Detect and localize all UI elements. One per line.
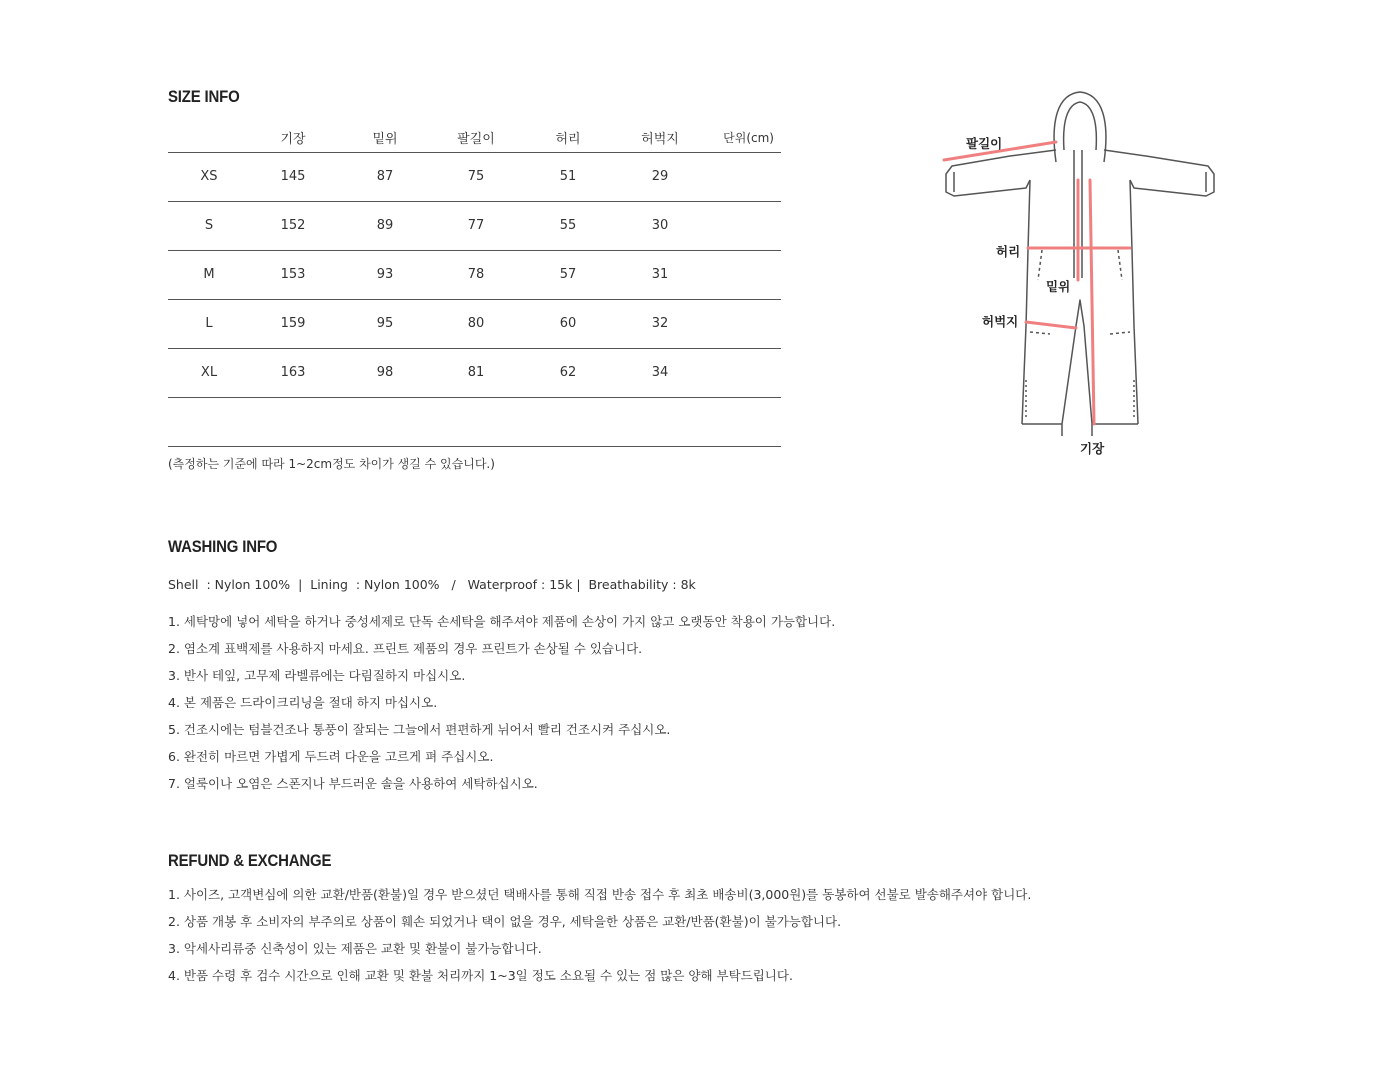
diagram-label-length: 기장 — [1080, 441, 1105, 456]
refund-exchange-heading: REFUND & EXCHANGE — [168, 851, 332, 870]
diagram-label-thigh: 허벅지 — [982, 314, 1019, 329]
column-header-thigh: 허벅지 — [641, 132, 679, 147]
size-label: XS — [200, 169, 218, 184]
diagram-label-rise: 밑위 — [1046, 279, 1071, 294]
table-cell: 77 — [467, 218, 485, 233]
table-cell: 75 — [467, 169, 485, 184]
table-cell: 55 — [559, 218, 577, 233]
table-cell: 153 — [280, 267, 306, 282]
list-item: 7. 얼룩이나 오염은 스폰지나 부드러운 솔을 사용하여 세탁하십시오. — [168, 776, 538, 791]
table-row — [168, 251, 781, 300]
list-item: 1. 세탁망에 넣어 세탁을 하거나 중성세제로 단독 손세탁을 해주셔야 제품에 손상이 가지 않고 오랫동안 착용이 가능합니다. — [168, 614, 836, 629]
table-cell: 163 — [280, 365, 306, 380]
list-item: 3. 악세사리류중 신축성이 있는 제품은 교환 및 환불이 불가능합니다. — [168, 941, 542, 956]
diagram-label-waist: 허리 — [996, 244, 1021, 259]
table-cell: 62 — [559, 365, 577, 380]
list-item: 2. 상품 개봉 후 소비자의 부주의로 상품이 훼손 되었거나 택이 없을 경우, 세탁을한 상품은 교환/반품(환불)이 불가능합니다. — [168, 914, 842, 929]
list-item: 4. 본 제품은 드라이크리닝을 절대 하지 마십시오. — [168, 695, 438, 710]
table-cell: 152 — [280, 218, 306, 233]
table-cell: 93 — [376, 267, 394, 282]
washing-info-heading: WASHING INFO — [168, 537, 278, 556]
washing-instructions-list — [168, 608, 835, 797]
table-cell: 32 — [651, 316, 669, 331]
length-measure-line — [1090, 180, 1094, 424]
size-table — [168, 118, 781, 447]
table-row — [168, 300, 781, 349]
size-label: M — [203, 267, 215, 282]
unit-label: 단위(cm) — [723, 131, 774, 145]
table-cell: 87 — [376, 169, 394, 184]
thigh-measure-line — [1026, 322, 1076, 328]
jumpsuit-diagram — [930, 80, 1230, 470]
table-cell: 80 — [467, 316, 485, 331]
table-cell: 95 — [376, 316, 394, 331]
list-item: 1. 사이즈, 고객변심에 의한 교환/반품(환불)일 경우 받으셨던 택배사를 통해 직접 반송 접수 후 최초 배송비(3,000원)를 동봉하여 선불로 발송해주셔야 합니다. — [168, 887, 1032, 902]
list-item: 6. 완전히 마르면 가볍게 두드려 다운을 고르게 펴 주십시오. — [168, 749, 494, 764]
table-cell: 78 — [467, 267, 485, 282]
list-item: 5. 건조시에는 텀블건조나 통풍이 잘되는 그늘에서 편편하게 뉘어서 빨리 건조시켜 주십시오. — [168, 722, 671, 737]
diagram-label-sleeve: 팔길이 — [966, 136, 1003, 151]
table-cell: 51 — [559, 169, 577, 184]
measurement-lines — [944, 142, 1130, 424]
table-row — [168, 153, 781, 202]
table-cell: 81 — [467, 365, 485, 380]
size-info-heading: SIZE INFO — [168, 87, 240, 106]
material-info: Shell : Nylon 100% | Lining : Nylon 100% / Waterproof : 15k | Breathability : 8k — [168, 577, 696, 592]
size-label: L — [205, 316, 213, 331]
column-header-sleeve: 팔길이 — [457, 132, 495, 147]
table-row — [168, 202, 781, 251]
column-header-length: 기장 — [280, 132, 306, 147]
table-cell: 89 — [376, 218, 394, 233]
table-cell: 98 — [376, 365, 394, 380]
table-cell: 31 — [651, 267, 669, 282]
refund-policy-list — [168, 881, 1031, 989]
list-item: 2. 염소계 표백제를 사용하지 마세요. 프린트 제품의 경우 프린트가 손상될 수 있습니다. — [168, 641, 643, 656]
size-label: S — [204, 218, 214, 233]
list-item: 3. 반사 테잎, 고무제 라벨류에는 다림질하지 마십시오. — [168, 668, 466, 683]
column-header-waist: 허리 — [555, 132, 581, 147]
table-cell: 34 — [651, 365, 669, 380]
size-table-header — [168, 118, 781, 153]
table-row — [168, 349, 781, 398]
table-cell: 60 — [559, 316, 577, 331]
table-cell: 159 — [280, 316, 306, 331]
table-cell: 30 — [651, 218, 669, 233]
table-cell: 145 — [280, 169, 306, 184]
measurement-note: (측정하는 기준에 따라 1~2cm정도 차이가 생길 수 있습니다.) — [168, 457, 495, 471]
list-item: 4. 반품 수령 후 검수 시간으로 인해 교환 및 환불 처리까지 1~3일 정도 소요될 수 있는 점 많은 양해 부탁드립니다. — [168, 968, 793, 983]
table-cell: 29 — [651, 169, 669, 184]
column-header-rise: 밑위 — [372, 132, 398, 147]
size-label: XL — [200, 365, 218, 380]
table-cell: 57 — [559, 267, 577, 282]
empty-table-row — [168, 398, 781, 447]
